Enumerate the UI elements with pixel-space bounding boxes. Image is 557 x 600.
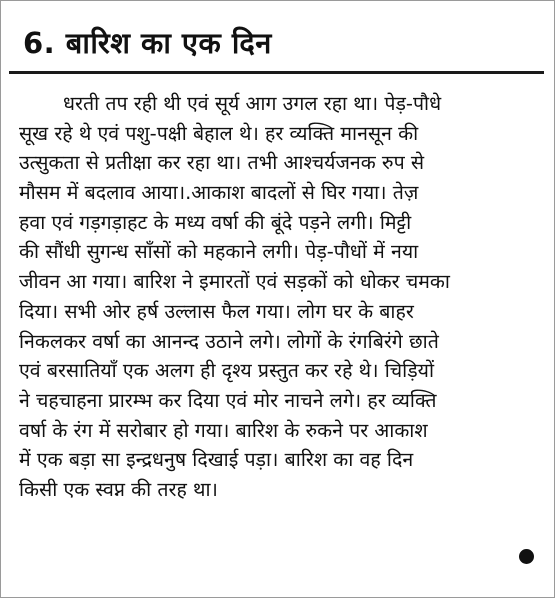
essay-line: दिया। सभी ओर हर्ष उल्लास फैल गया। लोग घर के बाहर: [19, 299, 414, 323]
essay-line: की सौंधी सुगन्ध साँसों को महकाने लगी। पेड़-पौधों में नया: [19, 240, 419, 264]
essay-line: ने चहचाहना प्रारम्भ कर दिया एवं मोर नाचने लगे। हर व्यक्ति: [19, 388, 437, 412]
essay-line: निकलकर वर्षा का आनन्द उठाने लगे। लोगों के रंगबिरंगे छाते: [19, 329, 439, 353]
essay-line: में एक बड़ा सा इन्द्रधनुष दिखाई पड़ा। बारिश का वह दिन: [19, 448, 414, 472]
essay-line: वर्षा के रंग में सरोबार हो गया। बारिश के रुकने पर आकाश: [19, 418, 428, 442]
essay-line: जीवन आ गया। बारिश ने इमारतों एवं सड़कों को धोकर चमका: [19, 270, 450, 294]
essay-line: एवं बरसातियाँ एक अलग ही दृश्य प्रस्तुत कर रहे थे। चिड़ियों: [19, 359, 435, 383]
essay-line: उत्सुकता से प्रतीक्षा कर रहा था। तभी आश्चर्यजनक रुप से: [19, 151, 425, 175]
essay-body: [19, 89, 547, 505]
end-bullet-icon: [519, 549, 534, 564]
essay-line: सूख रहे थे एवं पशु-पक्षी बेहाल थे। हर व्यक्ति मानसून की: [19, 121, 419, 145]
essay-title: 6. बारिश का एक दिन: [23, 26, 272, 60]
essay-line: मौसम में बदलाव आया।.आकाश बादलों से घिर गया। तेज़: [19, 181, 419, 205]
essay-line: धरती तप रही थी एवं सूर्य आग उगल रहा था। पेड़-पौधे: [63, 92, 442, 115]
title-underline: [9, 71, 544, 74]
essay-line: किसी एक स्वप्न की तरह था।: [19, 477, 218, 501]
essay-line: हवा एवं गड़गड़ाहट के मध्य वर्षा की बूंदे पड़ने लगी। मिट्टी: [19, 210, 412, 234]
